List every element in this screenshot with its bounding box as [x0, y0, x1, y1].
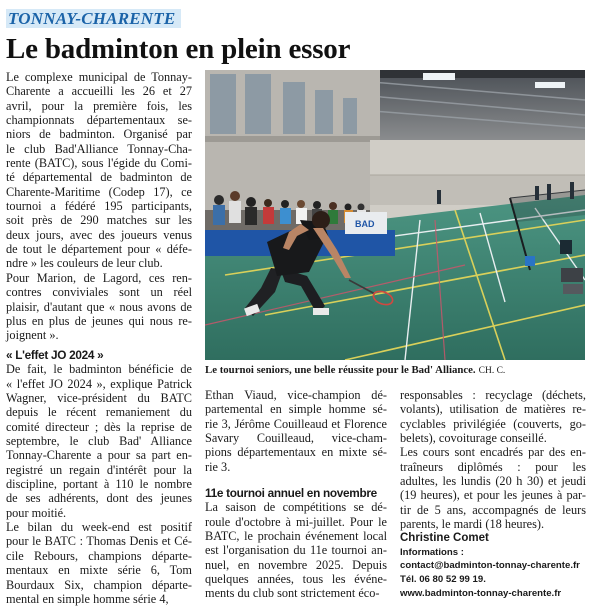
contact-info [400, 546, 586, 600]
text-line: Wagner, vice-président du BATC [6, 391, 192, 406]
text-line: soit près de 290 matches sur les [6, 213, 192, 228]
text-line: discipline, portant à 110 le nombre [6, 477, 192, 492]
text-line: mental en simple homme série 4, [6, 591, 169, 606]
text-line: parents, le mardi (18 heures). [400, 517, 545, 532]
text-line: traîneurs diplômés : pour les [400, 459, 586, 474]
text-line: pour le BATC : Thomas Denis et Cé- [6, 534, 192, 549]
text-line: responsables : recyclage (déchets, [400, 388, 586, 402]
subheading-tournoi: 11e tournoi annuel en novembre [205, 486, 377, 501]
paragraph-tournoi [205, 500, 387, 600]
text-line: mentaux en mixte série 6, Tom [6, 563, 192, 578]
section-kicker: TONNAY-CHARENTE [6, 9, 181, 28]
text-line: depuis le récent remaniement du [6, 405, 192, 420]
text-line: rie 3. [205, 459, 231, 474]
caption-text: Le tournoi seniors, une belle réussite pour le Bad' Alliance. [205, 364, 476, 376]
text-line: comité directeur ; dès la reprise de [6, 419, 192, 434]
text-line: BATC, le prochain événement local [205, 529, 387, 544]
text-line: Ethan Viaud, vice-champion dé- [205, 388, 387, 402]
text-line: Pour Marion, de Lagord, ces ren- [6, 270, 192, 285]
text-line: Charente a accueilli les 26 et 27 [6, 84, 192, 99]
text-line: le club Bad'Alliance Tonnay-Cha- [6, 141, 192, 156]
text-line: Tonnay-Charente a pour sa part en- [6, 448, 192, 463]
text-line: Savary Couilleaud, vice-cham- [205, 431, 387, 446]
text-line: ndre » les couleurs de leur club. [6, 256, 163, 271]
article-column-1 [6, 70, 192, 343]
text-line: adultes, les lundis (20 h 30) et jeudi [400, 474, 586, 489]
text-line: plaisir, d'autant que « nous avons de [6, 299, 192, 314]
info-phone: Tél. 06 80 52 99 19. [400, 573, 486, 585]
text-line: pour moitié. [6, 505, 67, 520]
text-line: Bourdaux Six, champion départe- [6, 577, 192, 592]
text-line: de tout le département pour « défe- [6, 242, 192, 257]
text-line: Le bilan du week-end est positif [6, 520, 192, 535]
text-line: septembre, le club Bad' Alliance [6, 434, 192, 449]
text-line: niors de badminton. Organisé par [6, 127, 192, 142]
text-line: rente (BATC), sous l'égide du Comi- [6, 156, 192, 171]
text-line: avril, pour la première fois, les [6, 98, 192, 113]
text-line: tir de 5 ans, accompagnés de leurs [400, 502, 586, 517]
text-line: contres conviviales sont un réel [6, 285, 192, 300]
text-line: Charente-Maritime (Codep 17), ce [6, 184, 192, 199]
article-column-3 [400, 388, 586, 600]
article-headline: Le badminton en plein essor [6, 33, 351, 65]
paragraph-effet-jo [6, 362, 192, 606]
text-line: nuel, en novembre 2025. Depuis [205, 557, 387, 572]
banner-text: BAD [355, 219, 375, 229]
text-line: rie 3, Jérôme Couilleaud et Florence [205, 416, 387, 431]
text-line: de ses adhérents, dont des jeunes [6, 491, 192, 506]
text-line: joignent ». [6, 328, 59, 343]
text-line: registré un regain d'intérêt pour la [6, 462, 192, 477]
text-line: De fait, le badminton bénéficie de [6, 362, 192, 377]
text-line: « l'effet JO 2024 », explique Patrick [6, 376, 192, 391]
text-line: pions départementaux en mixte sé- [205, 445, 387, 460]
text-line: quelques années, tous les événe- [205, 572, 387, 587]
subheading-effet-jo: « L'effet JO 2024 » [6, 348, 104, 362]
article-column-2 [205, 388, 387, 601]
paragraph-results [205, 388, 387, 474]
photo-caption [205, 364, 590, 378]
badminton-photo [205, 70, 585, 360]
info-label: Informations : [400, 546, 464, 558]
photo-credit: CH. C. [478, 366, 506, 376]
text-line: partemental en simple homme sé- [205, 402, 387, 417]
text-line: (19 heures), et pour les jeunes à par- [400, 488, 586, 503]
text-line: deux jours, avec des joueurs venus [6, 227, 192, 242]
text-line: championnats départementaux se- [6, 113, 192, 128]
text-line: est l'organisation du 11e tournoi an- [205, 543, 387, 558]
text-line: tournoi a fédéré 195 participants, [6, 199, 192, 214]
text-line: belets), covoiturage conseillé. [400, 431, 547, 446]
text-line: Le complexe municipal de Tonnay- [6, 70, 192, 84]
info-website: www.badminton-tonnay-charente.fr [400, 587, 562, 599]
text-line: Les cours sont encadrés par des en- [400, 445, 586, 460]
text-line: plus en plus de jeunes qui nous re- [6, 313, 192, 328]
text-line: té départemental de badminton de [6, 170, 192, 185]
article-column-1-continued [6, 348, 192, 606]
text-line: volants), utilisation de matières re- [400, 402, 586, 417]
text-line: La saison de compétitions se dé- [205, 500, 387, 515]
badminton-hall-image [205, 70, 585, 360]
author-signature: Christine Comet [400, 532, 489, 545]
text-line: roule d'octobre à mi-juillet. Pour le [205, 514, 387, 529]
info-email: contact@badminton-tonnay-charente.fr [400, 560, 580, 572]
text-line: cile Rebours, champions départe- [6, 548, 192, 563]
text-line: ments du club sont strictement éco- [205, 586, 380, 601]
text-line: cyclables privilégiée (couverts, go- [400, 416, 586, 431]
paragraph-cours [400, 388, 586, 531]
